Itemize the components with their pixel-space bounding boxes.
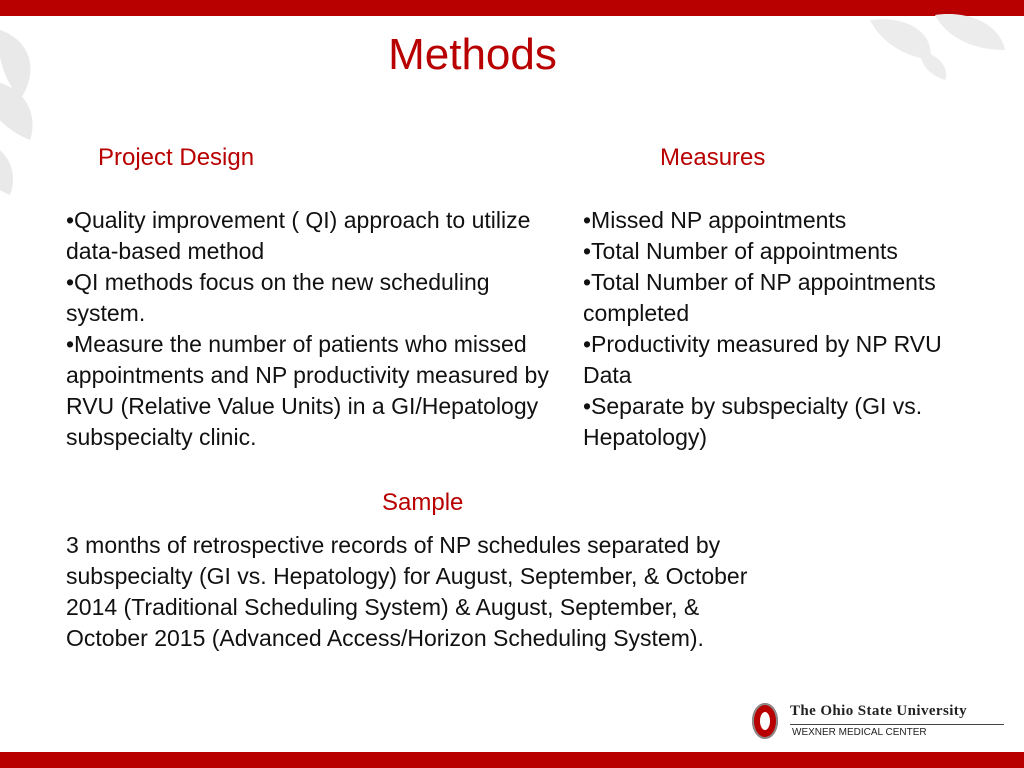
block-o-icon <box>752 703 778 739</box>
project-design-list <box>66 205 566 453</box>
university-name: The Ohio State University <box>790 703 968 719</box>
measures-list <box>583 205 993 453</box>
sample-heading: Sample <box>382 489 464 516</box>
logo-divider <box>790 724 1004 725</box>
list-item: •Productivity measured by NP RVU Data <box>583 331 942 388</box>
osu-wexner-logo <box>752 703 1010 745</box>
list-item: •Quality improvement ( QI) approach to utilize data-based method <box>66 207 531 264</box>
sample-paragraph: 3 months of retrospective records of NP schedules separated by subspecialty (GI vs. Hepatology) for August, September, & October 2014 (Traditional Scheduling System) & August, September, & October 2015 (Advanced Access/Horizon Scheduling System). <box>66 532 748 651</box>
list-item: •Total Number of NP appointments completed <box>583 269 936 326</box>
measures-heading: Measures <box>660 144 766 171</box>
list-item: •Measure the number of patients who missed appointments and NP productivity measured by RVU (Relative Value Units) in a GI/Hepatology subspecialty clinic. <box>66 331 549 450</box>
project-design-heading: Project Design <box>98 144 255 171</box>
list-item: •Total Number of appointments <box>583 238 898 264</box>
list-item: •QI methods focus on the new scheduling system. <box>66 269 490 326</box>
slide-title: Methods <box>388 30 557 79</box>
medical-center-name: WEXNER MEDICAL CENTER <box>792 727 927 738</box>
bottom-red-bar <box>0 752 1024 768</box>
list-item: •Missed NP appointments <box>583 207 847 233</box>
list-item: •Separate by subspecialty (GI vs. Hepatology) <box>583 393 923 450</box>
